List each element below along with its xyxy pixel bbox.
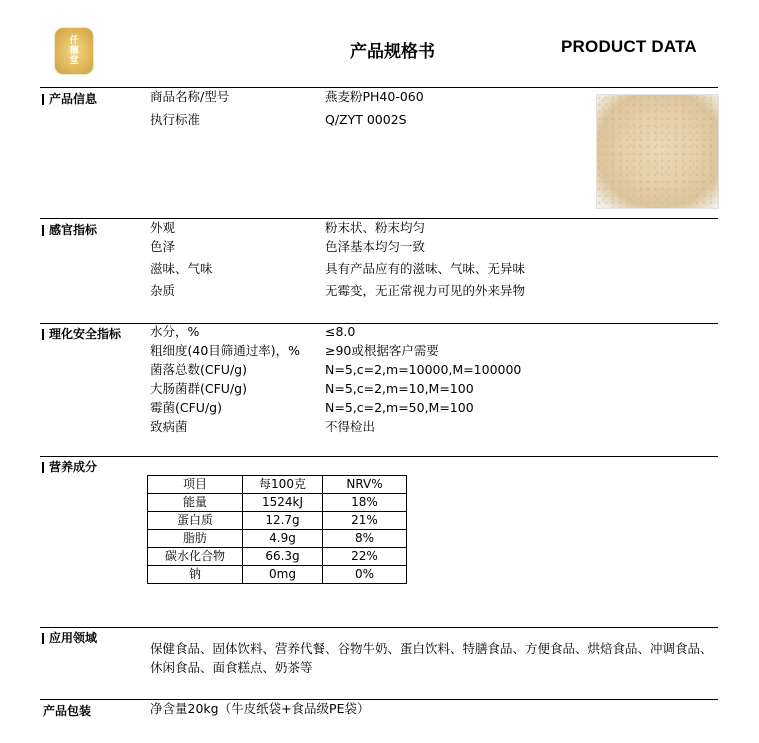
table-cell: 1524kJ [243,494,323,512]
divider [40,218,718,219]
table-cell: 66.3g [243,548,323,566]
application-text: 保健食品、固体饮料、营养代餐、谷物牛奶、蛋白饮料、特膳食品、方便食品、烘焙食品、冲调食品、休闲食品、面食糕点、奶茶等 [150,641,713,675]
sensory-label: 色泽 [150,239,176,254]
section-heading-product-info: 产品信息 [40,92,97,107]
section-heading-nutrition: 营养成分 [40,460,97,475]
physchem-value: ≥90或根据客户需要 [325,343,439,358]
standard-value: Q/ZYT 0002S [325,112,407,127]
sensory-label: 滋味、气味 [150,261,213,276]
physchem-value: 不得检出 [325,419,376,434]
sensory-label: 外观 [150,220,176,235]
logo-char-3: 堂 [69,56,79,66]
sensory-value: 色泽基本均匀一致 [325,239,426,254]
table-header-cell: 每100克 [243,476,323,494]
divider [40,456,718,457]
physchem-value: ≤8.0 [325,324,356,339]
physchem-label: 霉菌(CFU/g) [150,400,222,415]
table-header-cell: 项目 [148,476,243,494]
table-cell: 蛋白质 [148,512,243,530]
table-header-cell: NRV% [323,476,407,494]
sensory-value: 无霉变，无正常视力可见的外来异物 [325,283,526,298]
nutrition-table [147,475,407,584]
logo-char-2: 穗 [69,46,79,56]
table-cell: 0% [323,566,407,584]
divider [40,323,718,324]
table-cell: 0mg [243,566,323,584]
packaging-text: 净含量20kg（牛皮纸袋+食品级PE袋） [150,701,370,716]
table-cell: 钠 [148,566,243,584]
brand-logo [55,28,93,74]
logo-char-1: 仟 [69,36,79,46]
section-heading-physchem: 理化安全指标 [40,327,121,342]
physchem-value: N=5,c=2,m=10,M=100 [325,381,474,396]
divider [40,627,718,628]
physchem-label: 菌落总数(CFU/g) [150,362,247,377]
table-cell: 碳水化合物 [148,548,243,566]
standard-label: 执行标准 [150,112,201,127]
table-row [148,548,407,566]
table-cell: 18% [323,494,407,512]
divider [40,87,718,88]
section-heading-sensory: 感官指标 [40,223,97,238]
section-heading-packaging: 产品包装 [43,704,92,718]
table-cell: 能量 [148,494,243,512]
table-cell: 22% [323,548,407,566]
product-name-label: 商品名称/型号 [150,89,230,104]
table-row [148,530,407,548]
physchem-value: N=5,c=2,m=50,M=100 [325,400,474,415]
table-row [148,512,407,530]
table-cell: 21% [323,512,407,530]
page-title-en: PRODUCT DATA [561,37,697,56]
sensory-label: 杂质 [150,283,176,298]
physchem-value: N=5,c=2,m=10000,M=100000 [325,362,522,377]
table-row [148,566,407,584]
physchem-label: 大肠菌群(CFU/g) [150,381,247,396]
table-cell: 4.9g [243,530,323,548]
table-cell: 8% [323,530,407,548]
physchem-label: 水分，% [150,324,200,339]
table-cell: 12.7g [243,512,323,530]
table-header-row [148,476,407,494]
page-title-cn: 产品规格书 [350,42,435,62]
physchem-label: 致病菌 [150,419,188,434]
product-name-value: 燕麦粉PH40-060 [325,89,424,104]
table-row [148,494,407,512]
sensory-value: 粉末状、粉末均匀 [325,220,426,235]
product-photo [596,94,719,209]
physchem-label: 粗细度(40目筛通过率)，% [150,343,301,358]
sensory-value: 具有产品应有的滋味、气味、无异味 [325,261,526,276]
section-heading-application: 应用领域 [40,631,97,646]
table-cell: 脂肪 [148,530,243,548]
divider [40,699,718,700]
